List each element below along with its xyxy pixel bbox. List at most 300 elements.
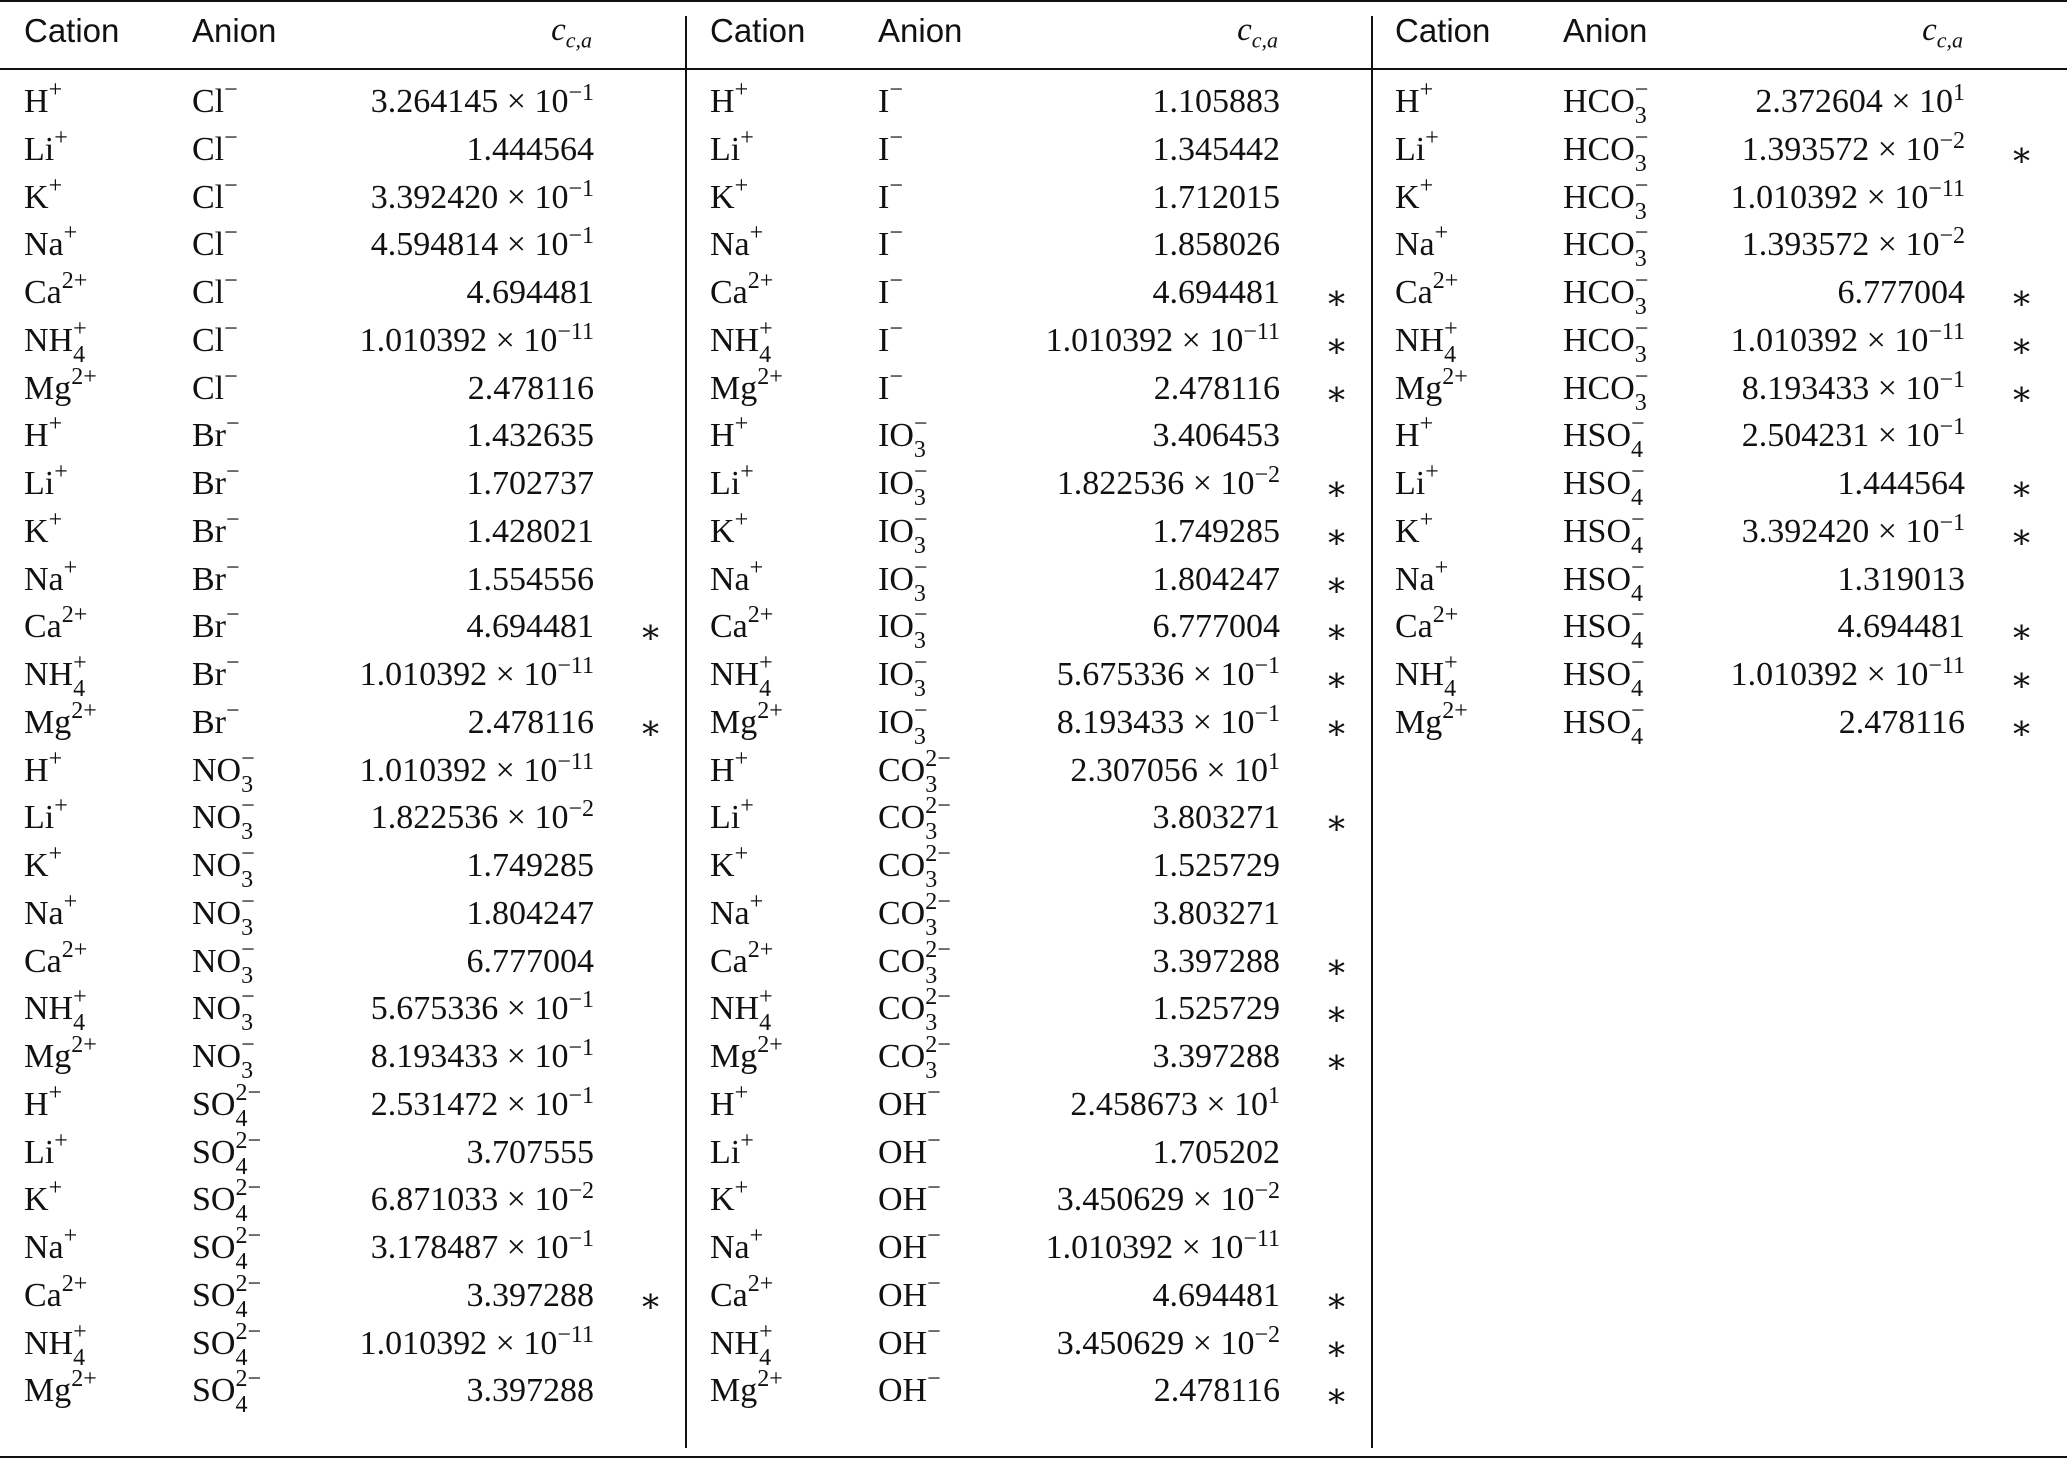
asterisk-mark: ∗	[1325, 805, 1349, 843]
cation-charge: +	[734, 77, 749, 103]
coefficient-cell	[467, 560, 595, 600]
cation-charge: +	[63, 220, 78, 247]
anion-base: Cl	[192, 321, 225, 359]
table-row	[710, 124, 1370, 178]
cation	[710, 77, 749, 122]
table-row	[1395, 411, 2055, 464]
cation	[710, 1175, 749, 1220]
asterisk-mark: ∗	[1325, 280, 1349, 317]
coefficient-mantissa: 3.397288	[466, 1276, 594, 1314]
coefficient-cell	[1731, 655, 1965, 695]
coefficient-cell	[467, 1133, 595, 1173]
coefficient-times: × 10	[1197, 1085, 1268, 1123]
table-row	[24, 315, 684, 369]
cation-base: Li	[710, 465, 741, 502]
anion	[1563, 650, 1645, 702]
anion	[1563, 554, 1645, 607]
table-row	[1395, 459, 2055, 512]
coefficient-cell	[1153, 82, 1281, 122]
anion-charge: −	[913, 506, 928, 533]
coefficient-mantissa: 1.393572	[1741, 226, 1870, 264]
anion-count: 4	[235, 1344, 248, 1371]
coefficient-mantissa: 1.010392	[359, 1324, 488, 1362]
cation-cell	[1395, 220, 1449, 265]
cation	[710, 1223, 764, 1268]
anion	[878, 411, 928, 464]
anion-charge: −	[913, 602, 928, 629]
table-row	[710, 650, 1370, 703]
anion-base: NO	[192, 1038, 242, 1075]
anion-base: SO	[192, 1229, 236, 1266]
anion-count: 3	[1634, 198, 1647, 225]
anion-base: Br	[192, 703, 226, 741]
cation-base: K	[710, 1181, 735, 1219]
coefficient-mantissa: 8.193433	[1056, 703, 1185, 741]
cation	[710, 841, 749, 886]
anion-cell	[192, 411, 240, 456]
anion-cell	[192, 77, 238, 122]
cation-cell	[24, 268, 88, 313]
anion-base: IO	[878, 512, 914, 550]
anion-cell	[192, 1032, 255, 1084]
anion-cell	[878, 315, 903, 361]
coefficient-cell	[467, 130, 595, 170]
coefficient-mantissa: 3.450629	[1056, 1181, 1185, 1219]
anion	[192, 1175, 262, 1228]
table-row	[1395, 172, 2055, 226]
table-row	[1395, 315, 2055, 369]
cation-cell	[1395, 697, 1468, 743]
anion-base: NO	[192, 847, 242, 884]
cation	[24, 1270, 88, 1316]
anion	[192, 506, 240, 552]
cation-cell	[710, 124, 754, 170]
cation-base: H	[24, 83, 49, 120]
cation-cell	[24, 220, 78, 265]
cation-cell	[710, 77, 749, 122]
anion-cell	[878, 554, 928, 607]
cation-cell	[710, 984, 773, 1037]
anion-base: Cl	[192, 226, 225, 264]
coefficient-exponent: 1	[1953, 80, 1965, 106]
cation-count: 4	[1444, 341, 1457, 368]
cation	[1395, 459, 1439, 504]
header-anion: Anion	[1563, 12, 1648, 49]
cation-cell	[710, 1318, 773, 1371]
anion-charge: −	[241, 841, 255, 867]
table-row	[1395, 650, 2055, 703]
cation-base: Mg	[710, 1038, 758, 1075]
anion-base: I	[878, 274, 890, 311]
coefficient-mantissa: 4.694481	[1837, 608, 1965, 646]
anion	[878, 363, 903, 409]
coefficient-times: × 10	[498, 178, 569, 216]
cation	[710, 1270, 774, 1316]
coefficient-exponent: −11	[1243, 318, 1280, 345]
anion-charge: −	[1631, 602, 1645, 629]
table-row	[710, 697, 1370, 751]
anion-count: 3	[241, 962, 254, 989]
coefficient-mantissa: 2.478116	[1153, 1372, 1280, 1410]
anion-cell	[1563, 77, 1649, 129]
cation-cell	[24, 984, 87, 1037]
asterisk-mark: ∗	[1325, 662, 1349, 699]
asterisk-mark: ∗	[2010, 471, 2034, 508]
anion	[1563, 172, 1649, 225]
coefficient-exponent: −2	[568, 796, 594, 823]
anion-count: 3	[241, 914, 254, 941]
table-row	[710, 363, 1370, 417]
anion-cell	[192, 220, 238, 265]
anion-count: 4	[1631, 437, 1644, 464]
cation-cell	[24, 888, 78, 934]
cation-cell	[24, 697, 97, 743]
anion-charge: −	[889, 268, 903, 294]
header-coefficient-subscript: c,a	[565, 27, 592, 53]
anion-charge: −	[241, 984, 255, 1011]
anion-cell	[192, 602, 240, 647]
asterisk-mark: ∗	[1325, 1330, 1349, 1368]
cation	[24, 554, 78, 600]
coefficient-exponent: −11	[1928, 175, 1965, 202]
cation-base: Na	[710, 226, 750, 264]
cation-charge: 2+	[61, 1270, 88, 1297]
coefficient-times: × 10	[1869, 369, 1940, 407]
anion-cell	[192, 172, 238, 218]
cation-cell	[710, 172, 749, 218]
cation-count: 4	[759, 676, 772, 702]
cation-charge: +	[48, 411, 63, 438]
table-row	[1395, 602, 2055, 655]
anion-count: 4	[1631, 532, 1644, 559]
table-row	[710, 841, 1370, 894]
anion-count: 3	[1634, 150, 1647, 177]
cation-count: 4	[1444, 676, 1457, 702]
anion-charge: −	[927, 1175, 941, 1202]
anion-cell	[878, 1223, 941, 1268]
table-row	[710, 936, 1370, 990]
cation-cell	[24, 124, 68, 170]
cation	[1395, 650, 1458, 702]
anion	[192, 1127, 262, 1180]
anion-count: 4	[1631, 628, 1644, 655]
anion-base: Br	[192, 465, 226, 502]
cation-charge: +	[1425, 124, 1439, 151]
coefficient-cell	[1838, 607, 1966, 647]
anion-charge: −	[1631, 697, 1645, 724]
coefficient-cell	[1839, 703, 1965, 743]
cation-base: Ca	[710, 1276, 748, 1314]
anion	[192, 268, 238, 313]
coefficient-cell	[1153, 607, 1281, 647]
cation	[710, 602, 774, 647]
cation	[24, 793, 68, 838]
coefficient-cell	[360, 655, 594, 695]
cation-charge: +	[740, 459, 754, 485]
cation-base: K	[1395, 178, 1420, 216]
cation	[1395, 124, 1439, 170]
cation-cell	[1395, 506, 1434, 552]
coefficient-cell	[1153, 1133, 1281, 1173]
cation-base: K	[1395, 512, 1420, 550]
anion-base: SO	[192, 1276, 236, 1314]
cation-base: NH	[1395, 321, 1445, 359]
coefficient-times: × 10	[487, 1324, 558, 1362]
cation	[710, 793, 754, 838]
anion-charge: −	[889, 77, 903, 103]
anion	[878, 268, 903, 313]
cation	[1395, 506, 1434, 552]
anion	[192, 841, 255, 893]
coefficient-mantissa: 1.702737	[466, 465, 594, 502]
asterisk-mark: ∗	[2010, 327, 2034, 365]
coefficient-cell	[467, 1276, 595, 1316]
coefficient-cell	[371, 1037, 594, 1077]
cation-charge: +	[48, 1175, 63, 1202]
coefficient-mantissa: 1.428021	[466, 512, 594, 550]
cation-cell	[710, 411, 749, 456]
cation	[1395, 363, 1468, 409]
anion-cell	[192, 1079, 262, 1132]
cation-charge: +	[759, 650, 773, 676]
table-row	[24, 1366, 684, 1419]
asterisk-mark: ∗	[1325, 1282, 1349, 1320]
coefficient-cell	[1153, 1276, 1281, 1316]
anion-cell	[192, 315, 238, 361]
cation-base: K	[710, 512, 735, 550]
anion-charge: −	[226, 459, 240, 485]
anion	[878, 1079, 941, 1125]
coefficient-times: × 10	[487, 321, 558, 359]
cation	[24, 650, 87, 702]
coefficient-cell	[1153, 942, 1281, 982]
table-row	[710, 506, 1370, 560]
cation-base: Ca	[710, 608, 748, 646]
cation	[710, 363, 783, 409]
anion-base: Br	[192, 417, 226, 455]
anion-charge: −	[1634, 268, 1649, 294]
anion-charge: −	[226, 506, 240, 533]
cation-cell	[24, 793, 68, 838]
coefficient-cell	[1730, 175, 1965, 218]
coefficient-cell	[468, 703, 594, 743]
cation-cell	[24, 411, 63, 456]
anion-cell	[878, 411, 928, 464]
table-row	[24, 602, 684, 655]
cation-charge: +	[1419, 411, 1434, 438]
anion-base: IO	[878, 656, 914, 693]
cation	[1395, 268, 1459, 313]
table-row	[1395, 220, 2055, 273]
cation-cell	[710, 1366, 783, 1411]
cation-charge: +	[759, 1318, 773, 1345]
table-body	[24, 77, 684, 1419]
cation-base: Mg	[710, 1372, 758, 1410]
coefficient-cell	[1057, 655, 1280, 695]
anion-base: Cl	[192, 369, 225, 407]
anion-base: I	[878, 321, 890, 359]
coefficient-mantissa: 6.777004	[466, 942, 594, 980]
table-row	[710, 172, 1370, 226]
table-row	[24, 77, 684, 130]
cation-cell	[1395, 650, 1458, 702]
anion	[1563, 268, 1649, 320]
cation	[710, 697, 783, 743]
cation	[24, 220, 78, 265]
coefficient-cell	[1153, 273, 1281, 313]
coefficient-cell	[1153, 1037, 1281, 1077]
cation	[24, 77, 63, 122]
cation-cell	[710, 506, 749, 552]
coefficient-times: × 10	[1858, 178, 1929, 216]
anion-cell	[192, 554, 240, 600]
anion-charge: −	[1631, 554, 1645, 581]
header-anion: Anion	[878, 12, 963, 49]
cation	[24, 984, 87, 1037]
coefficient-times: × 10	[1184, 656, 1255, 693]
anion	[1563, 697, 1645, 750]
cation-charge: +	[48, 841, 63, 867]
cation-base: Na	[24, 1229, 64, 1266]
anion-base: SO	[192, 1133, 236, 1171]
table-row	[710, 1366, 1370, 1419]
cation-cell	[1395, 172, 1434, 218]
cation-base: Mg	[24, 369, 72, 407]
cation-cell	[710, 1270, 774, 1316]
coefficient-exponent: −1	[1254, 653, 1280, 679]
cation	[710, 315, 773, 368]
table-row	[24, 506, 684, 560]
coefficient-mantissa: 2.372604	[1755, 83, 1883, 120]
table-row	[710, 1223, 1370, 1276]
coefficient-mantissa: 3.392420	[370, 178, 499, 216]
cation	[24, 172, 63, 218]
cation	[710, 554, 764, 600]
cation-charge: +	[48, 506, 63, 533]
anion-count: 4	[1631, 485, 1644, 511]
table-row	[1395, 77, 2055, 130]
table-row	[710, 1127, 1370, 1181]
anion-count: 3	[925, 771, 938, 798]
cation	[24, 1175, 63, 1220]
anion-base: I	[878, 226, 890, 264]
cation-cell	[710, 697, 783, 743]
coefficient-cell	[1838, 560, 1966, 600]
cation-charge: +	[63, 1223, 78, 1249]
anion-base: NO	[192, 942, 242, 980]
anion-count: 4	[1631, 723, 1644, 750]
cation-charge: 2+	[71, 1366, 97, 1393]
anion-cell	[192, 124, 238, 170]
coefficient-mantissa: 1.345442	[1152, 130, 1280, 168]
anion-charge: −	[889, 315, 903, 342]
anion-count: 4	[235, 1296, 248, 1323]
cation	[24, 745, 63, 791]
table-row	[24, 1127, 684, 1181]
cation-cell	[24, 1032, 97, 1077]
anion-cell	[1563, 506, 1645, 559]
cation-charge: 2+	[757, 697, 783, 724]
cation	[24, 1366, 97, 1411]
coefficient-exponent: −11	[557, 653, 594, 679]
coefficient-exponent: −1	[1939, 509, 1965, 536]
anion-count: 3	[913, 628, 926, 655]
cation-charge: +	[54, 459, 68, 485]
anion	[192, 411, 240, 456]
coefficient-cell	[1741, 366, 1965, 409]
anion-cell	[192, 506, 240, 552]
cation-charge: +	[73, 1318, 87, 1345]
cation-base: Na	[24, 226, 64, 264]
anion-base: OH	[878, 1324, 928, 1362]
table-row	[710, 1079, 1370, 1133]
anion-charge: −	[1631, 650, 1645, 676]
anion-cell	[1563, 554, 1645, 607]
anion-count: 3	[913, 485, 926, 511]
cation-charge: +	[734, 841, 749, 867]
anion-base: CO	[878, 942, 926, 980]
anion-base: OH	[878, 1085, 928, 1123]
anion-charge: −	[224, 77, 238, 103]
anion-cell	[878, 841, 951, 893]
coefficient-exponent: −1	[568, 80, 594, 106]
anion-charge: −	[1634, 315, 1649, 342]
coefficient-times: × 10	[498, 1229, 569, 1266]
cation	[710, 1032, 783, 1077]
coefficient-mantissa: 1.010392	[359, 656, 488, 693]
asterisk-mark: ∗	[2010, 518, 2034, 556]
cation-base: H	[24, 417, 49, 455]
anion-base: Br	[192, 608, 226, 646]
asterisk-mark: ∗	[1325, 948, 1349, 986]
anion-cell	[192, 793, 255, 846]
cation-cell	[710, 745, 749, 791]
anion-base: IO	[878, 560, 914, 598]
cation-charge: 2+	[1432, 602, 1459, 629]
anion-cell	[1563, 315, 1649, 368]
header-cation: Cation	[24, 12, 120, 49]
anion-charge: −	[913, 554, 928, 581]
anion-count: 3	[913, 532, 926, 559]
anion-base: NO	[192, 990, 242, 1028]
cation	[24, 1079, 63, 1125]
asterisk-mark: ∗	[1325, 375, 1349, 413]
asterisk-mark: ∗	[1325, 996, 1349, 1034]
anion-cell	[1563, 268, 1649, 320]
anion-cell	[192, 459, 240, 504]
anion	[878, 602, 928, 655]
cation-cell	[1395, 411, 1434, 456]
coefficient-mantissa: 8.193433	[370, 1038, 499, 1075]
coefficient-exponent: −1	[568, 223, 594, 250]
cation-cell	[710, 315, 773, 368]
table-row	[24, 841, 684, 894]
anion-charge: 2−	[235, 1366, 262, 1393]
cation-charge: +	[1419, 506, 1434, 533]
anion-cell	[878, 888, 951, 941]
cation-base: Na	[710, 560, 750, 598]
anion-base: NO	[192, 799, 242, 837]
cation-cell	[710, 554, 764, 600]
anion-charge: −	[224, 363, 238, 390]
cation-cell	[24, 554, 78, 600]
cation-cell	[710, 363, 783, 409]
cation-base: H	[710, 417, 735, 455]
anion	[192, 459, 240, 504]
cation-count: 4	[73, 676, 86, 702]
coefficient-times: × 10	[1858, 656, 1929, 693]
table-row	[24, 363, 684, 417]
